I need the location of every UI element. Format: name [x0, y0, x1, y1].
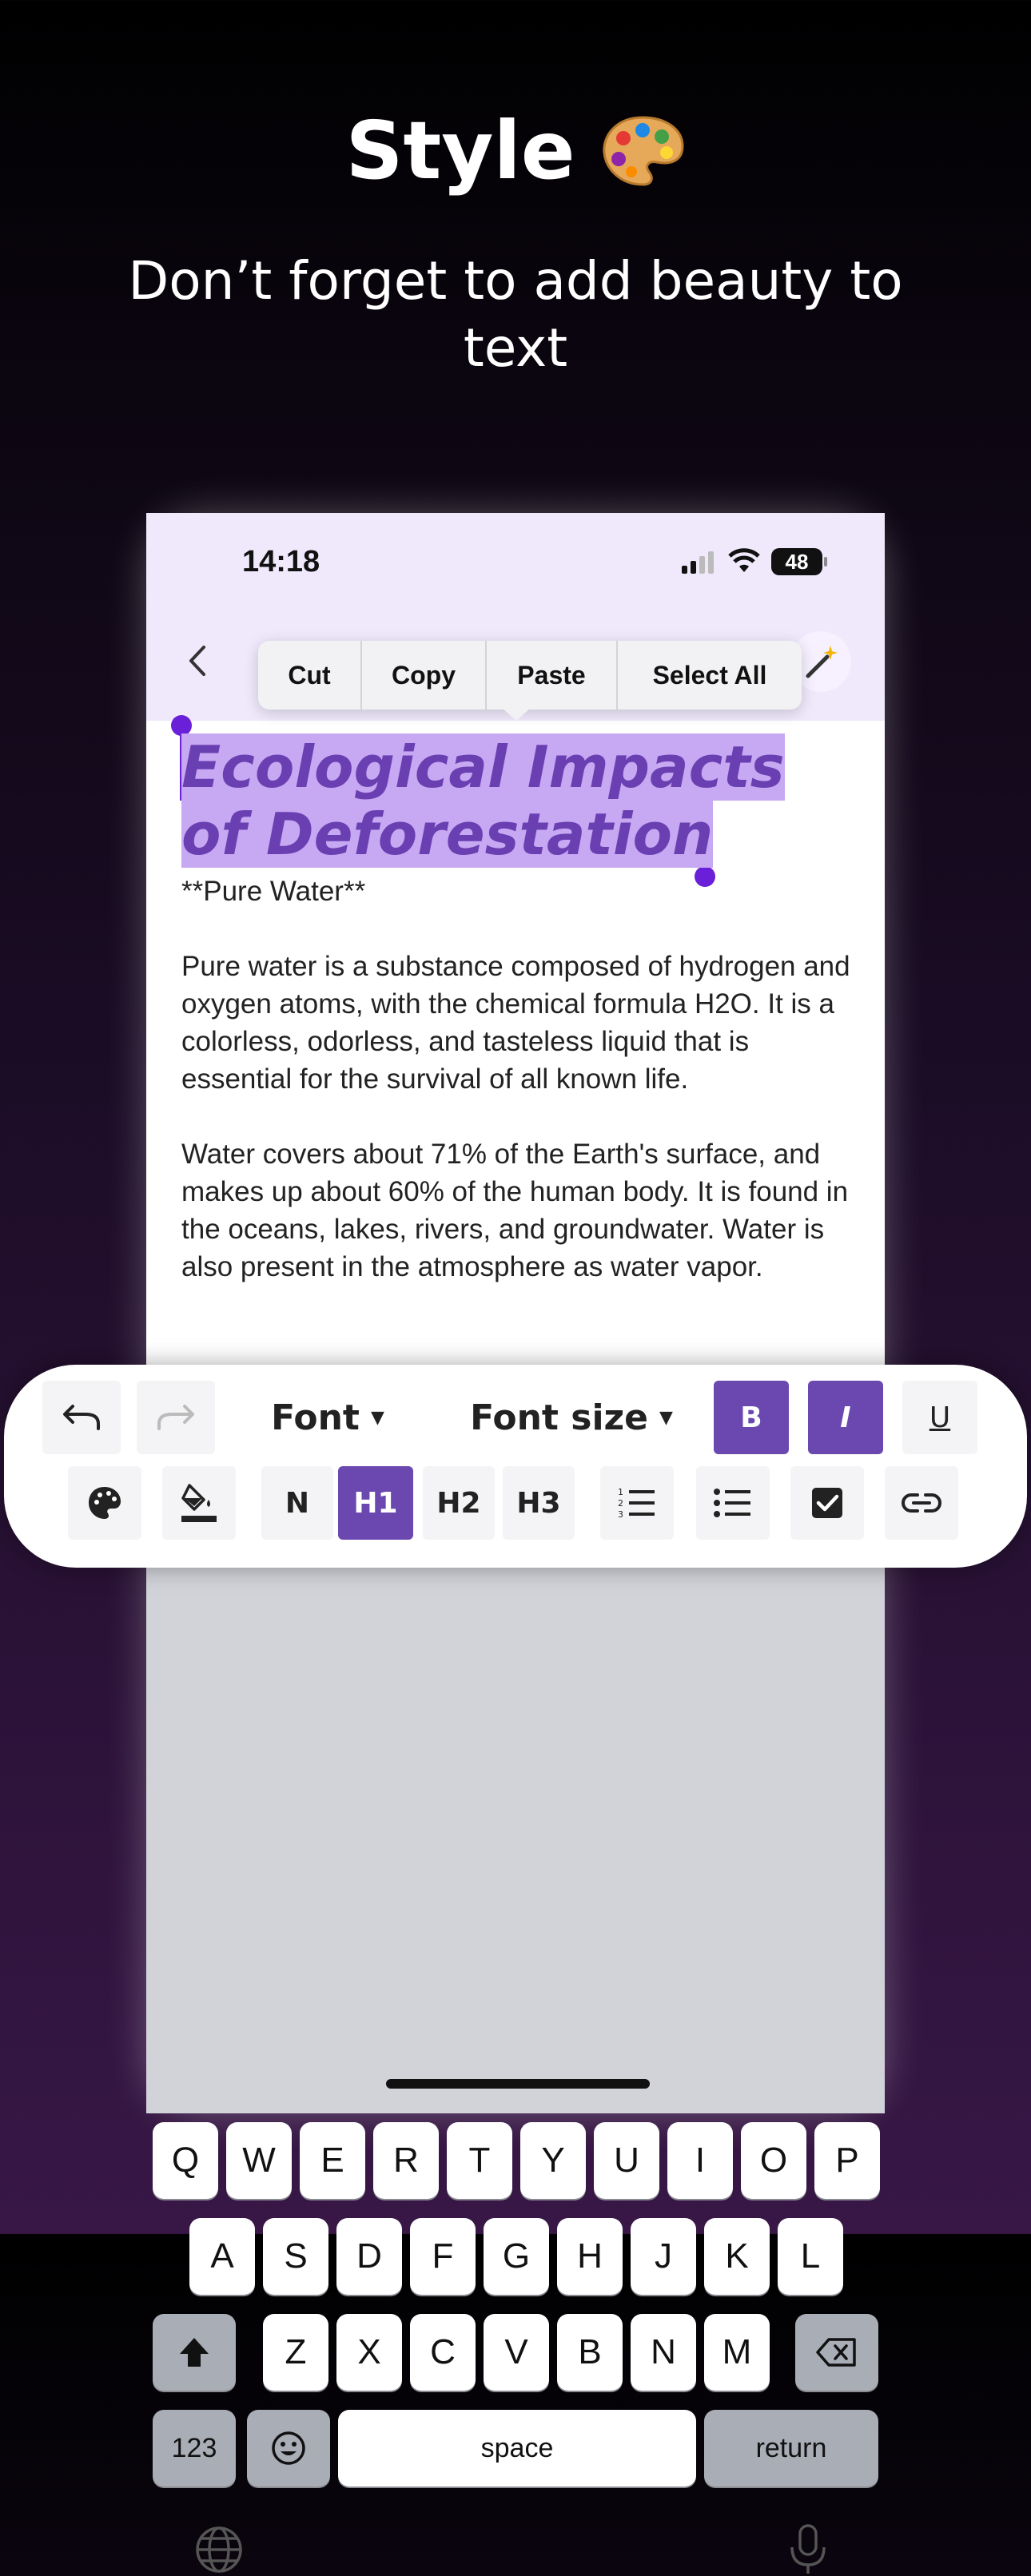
select-all-menu-item[interactable]: Select All: [652, 660, 767, 690]
status-time: 14:18: [242, 545, 320, 578]
bullet-list-button[interactable]: [696, 1466, 770, 1540]
document-body[interactable]: [181, 873, 861, 1323]
edit-context-menu: [258, 641, 802, 710]
key-z[interactable]: Z: [263, 2314, 328, 2391]
redo-button[interactable]: [137, 1381, 215, 1454]
document-paragraph-1: Pure water is a substance composed of hydrogen and oxygen atoms, with the chemical formula H2O. It is a colorless, odorless, and tasteless liquid that is essential for the survival of all known life.: [181, 951, 850, 1095]
back-chevron-icon[interactable]: [178, 641, 218, 681]
copy-menu-item[interactable]: Copy: [362, 641, 487, 710]
text-color-button[interactable]: [68, 1466, 141, 1540]
italic-label: I: [840, 1401, 851, 1434]
signal-icon: [682, 550, 717, 574]
key-u[interactable]: U: [594, 2122, 659, 2199]
bold-label: B: [740, 1401, 762, 1434]
highlight-color-button[interactable]: [162, 1466, 236, 1540]
key-l[interactable]: L: [778, 2218, 843, 2295]
magic-wand-icon: [803, 644, 838, 679]
numbers-key[interactable]: 123: [153, 2410, 236, 2487]
artist-palette-icon: [599, 114, 686, 188]
bold-button[interactable]: [714, 1381, 789, 1454]
wifi-icon: [728, 550, 760, 574]
paste-menu-item[interactable]: Paste: [487, 641, 618, 710]
heading-3-label: H3: [516, 1486, 561, 1520]
svg-text:1: 1: [618, 1487, 623, 1497]
document-heading: **Pure Water**: [181, 876, 366, 907]
key-v[interactable]: V: [484, 2314, 549, 2391]
normal-label: N: [285, 1486, 310, 1520]
key-n[interactable]: N: [631, 2314, 696, 2391]
key-i[interactable]: I: [667, 2122, 733, 2199]
key-c[interactable]: C: [410, 2314, 476, 2391]
backspace-icon: [816, 2336, 858, 2368]
underline-button[interactable]: [902, 1381, 977, 1454]
status-icons: [682, 548, 822, 575]
key-t[interactable]: T: [447, 2122, 512, 2199]
font-size-dropdown[interactable]: [452, 1381, 691, 1454]
link-button[interactable]: [885, 1466, 958, 1540]
checklist-button[interactable]: [790, 1466, 864, 1540]
key-w[interactable]: W: [226, 2122, 292, 2199]
heading-3-button[interactable]: [503, 1466, 575, 1540]
key-j[interactable]: J: [631, 2218, 696, 2295]
palette-icon: [86, 1485, 123, 1521]
return-key[interactable]: return: [704, 2410, 878, 2487]
hero-title: [0, 104, 1031, 197]
key-k[interactable]: K: [704, 2218, 770, 2295]
key-q[interactable]: Q: [153, 2122, 218, 2199]
key-p[interactable]: P: [814, 2122, 880, 2199]
cut-menu-item[interactable]: Cut: [258, 641, 362, 710]
shift-icon: [177, 2335, 212, 2370]
home-indicator: [386, 2079, 650, 2089]
font-size-dropdown-label: Font size: [470, 1397, 648, 1438]
svg-text:3: 3: [618, 1509, 623, 1520]
undo-button[interactable]: [42, 1381, 121, 1454]
hero-title-text: Style: [345, 104, 575, 197]
undo-icon: [62, 1403, 102, 1432]
key-g[interactable]: G: [484, 2218, 549, 2295]
hero-subtitle: Don’t forget to add beauty to text: [128, 250, 903, 379]
heading-2-button[interactable]: [423, 1466, 495, 1540]
checkbox-icon: [810, 1485, 845, 1521]
key-h[interactable]: H: [557, 2218, 623, 2295]
phone-mockup: [146, 513, 885, 2463]
fill-color-icon: [180, 1482, 218, 1524]
key-d[interactable]: D: [336, 2218, 402, 2295]
key-y[interactable]: Y: [520, 2122, 586, 2199]
document-title-line-2: of Deforestation: [181, 801, 714, 868]
key-a[interactable]: A: [189, 2218, 255, 2295]
underline-label: U: [929, 1401, 951, 1434]
numbered-list-button[interactable]: [600, 1466, 674, 1540]
chevron-down-icon: ▼: [659, 1407, 673, 1428]
numbered-list-icon: [618, 1486, 656, 1520]
emoji-key[interactable]: [247, 2410, 330, 2487]
document-paragraph-2: Water covers about 71% of the Earth's surface, and makes up about 60% of the human body. It is found in the oceans, lakes, rivers, and groundwater. Water is also present in the atmosphere as water vapor.: [181, 1139, 849, 1282]
document-title-line-1: Ecological Impacts: [181, 733, 785, 801]
formatting-toolbar: [4, 1365, 1027, 1568]
space-key[interactable]: space: [338, 2410, 696, 2487]
font-dropdown[interactable]: [252, 1381, 404, 1454]
normal-text-button[interactable]: [261, 1466, 333, 1540]
bullet-list-icon: [714, 1486, 752, 1520]
keyboard: [146, 1544, 885, 2463]
link-icon: [902, 1491, 941, 1515]
key-o[interactable]: O: [741, 2122, 806, 2199]
key-x[interactable]: X: [336, 2314, 402, 2391]
backspace-key[interactable]: [795, 2314, 878, 2391]
key-e[interactable]: E: [300, 2122, 365, 2199]
heading-1-label: H1: [353, 1486, 398, 1520]
italic-button[interactable]: [808, 1381, 883, 1454]
key-m[interactable]: M: [704, 2314, 770, 2391]
heading-2-label: H2: [436, 1486, 481, 1520]
battery-indicator: 48: [771, 548, 822, 575]
key-s[interactable]: S: [263, 2218, 328, 2295]
edit-menu-pointer: [502, 708, 531, 721]
svg-text:2: 2: [618, 1498, 623, 1509]
emoji-icon: [270, 2430, 307, 2467]
globe-icon[interactable]: [194, 2525, 244, 2574]
key-f[interactable]: F: [410, 2218, 476, 2295]
microphone-icon[interactable]: [787, 2523, 829, 2576]
chevron-down-icon: ▼: [370, 1407, 384, 1428]
heading-1-button[interactable]: [338, 1466, 413, 1540]
key-b[interactable]: B: [557, 2314, 623, 2391]
redo-icon: [156, 1403, 196, 1432]
document-title[interactable]: [181, 733, 837, 868]
shift-key[interactable]: [153, 2314, 236, 2391]
font-dropdown-label: Font: [271, 1397, 360, 1438]
key-r[interactable]: R: [373, 2122, 439, 2199]
